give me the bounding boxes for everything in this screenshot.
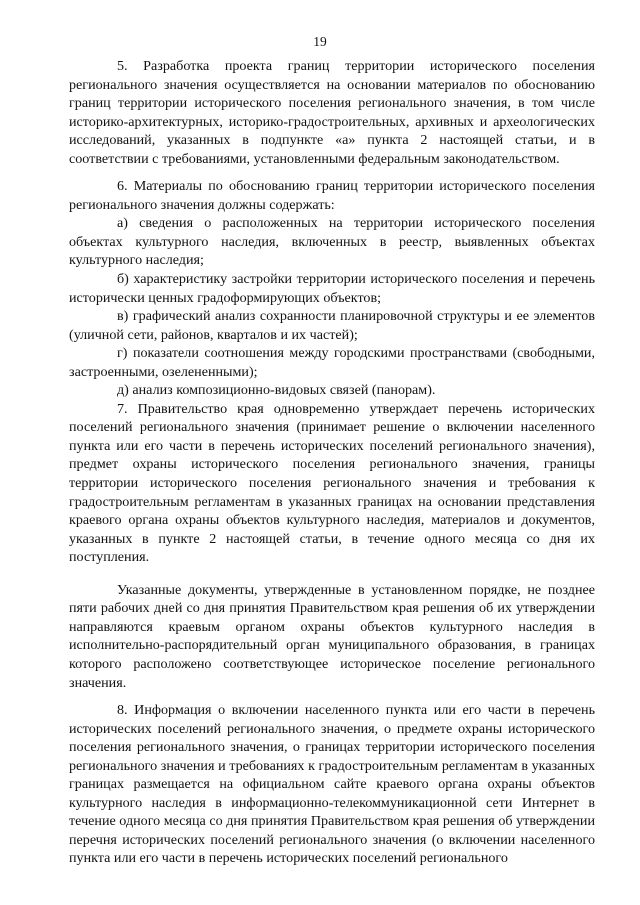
page-number: 19 <box>313 34 327 49</box>
document-body <box>69 57 595 868</box>
paragraph-8: 8. Информация о включении населенного пункта или его части в перечень исторических поселений регионального значения, о предмете охраны исторического поселения регионального значения, о границах территории исторического поселения регионального значения и требованиях к градостроительным регламентам в указанных границах размещается на официальном сайте краевого органа охраны объектов культурного наследия в информационно-телекоммуникационной сети Интернет в течение одного месяца со дня принятия Правительством края решения об утверждении перечня исторических поселений регионального значения (о включении населенного пункта или его части в перечень исторических поселений регионального <box>69 702 595 867</box>
paragraph-5: 5. Разработка проекта границ территории исторического поселения регионального значения осуществляется на основании материалов по обоснованию границ территории исторического поселения регионального значения, в том числе историко-архитектурных, историко-градостроительных, архивных и археологических исследований, указанных в подпункте «а» пункта 2 настоящей статьи, и в соответствии с требованиями, установленными федеральным законодательством. <box>69 58 595 167</box>
paragraph-6v: в) графический анализ сохранности планировочной структуры и ее элементов (уличной сети, районов, кварталов и их частей); <box>69 308 595 343</box>
paragraph-7-continuation: Указанные документы, утвержденные в установленном порядке, не позднее пяти рабочих дней со дня принятия Правительством края решения об их утверждении направляются краевым органом охраны объектов культурного наследия в исполнительно-распорядительный орган муниципального образования, в границах которого расположено соответствующее историческое поселение регионального значения. <box>69 581 595 691</box>
paragraph-6d: д) анализ композиционно-видовых связей (панорам). <box>117 382 436 399</box>
paragraph-6: 6. Материалы по обоснованию границ территории исторического поселения регионального значения должны содержать: <box>69 178 595 213</box>
paragraph-6b: б) характеристику застройки территории исторического поселения и перечень исторически ценных градоформирующих объектов; <box>69 271 595 306</box>
paragraph-6a: а) сведения о расположенных на территории исторического поселения объектах культурного наследия, включенных в реестр, выявленных объектах культурного наследия; <box>69 215 595 269</box>
paragraph-6g: г) показатели соотношения между городскими пространствами (свободными, застроенными, озелененными); <box>69 345 595 380</box>
paragraph-7: 7. Правительство края одновременно утверждает перечень исторических поселений регионального значения (принимает решение о включении населенного пункта или его части в перечень исторических поселений регионального значения), предмет охраны исторического поселения регионального значения, границы территории исторического поселения регионального значения и требования к градостроительным регламентам в указанных границах на основании представления краевого органа охраны объектов культурного наследия, материалов и документов, указанных в пункте 2 настоящей статьи, в течение одного месяца со дня их поступления. <box>69 400 595 566</box>
